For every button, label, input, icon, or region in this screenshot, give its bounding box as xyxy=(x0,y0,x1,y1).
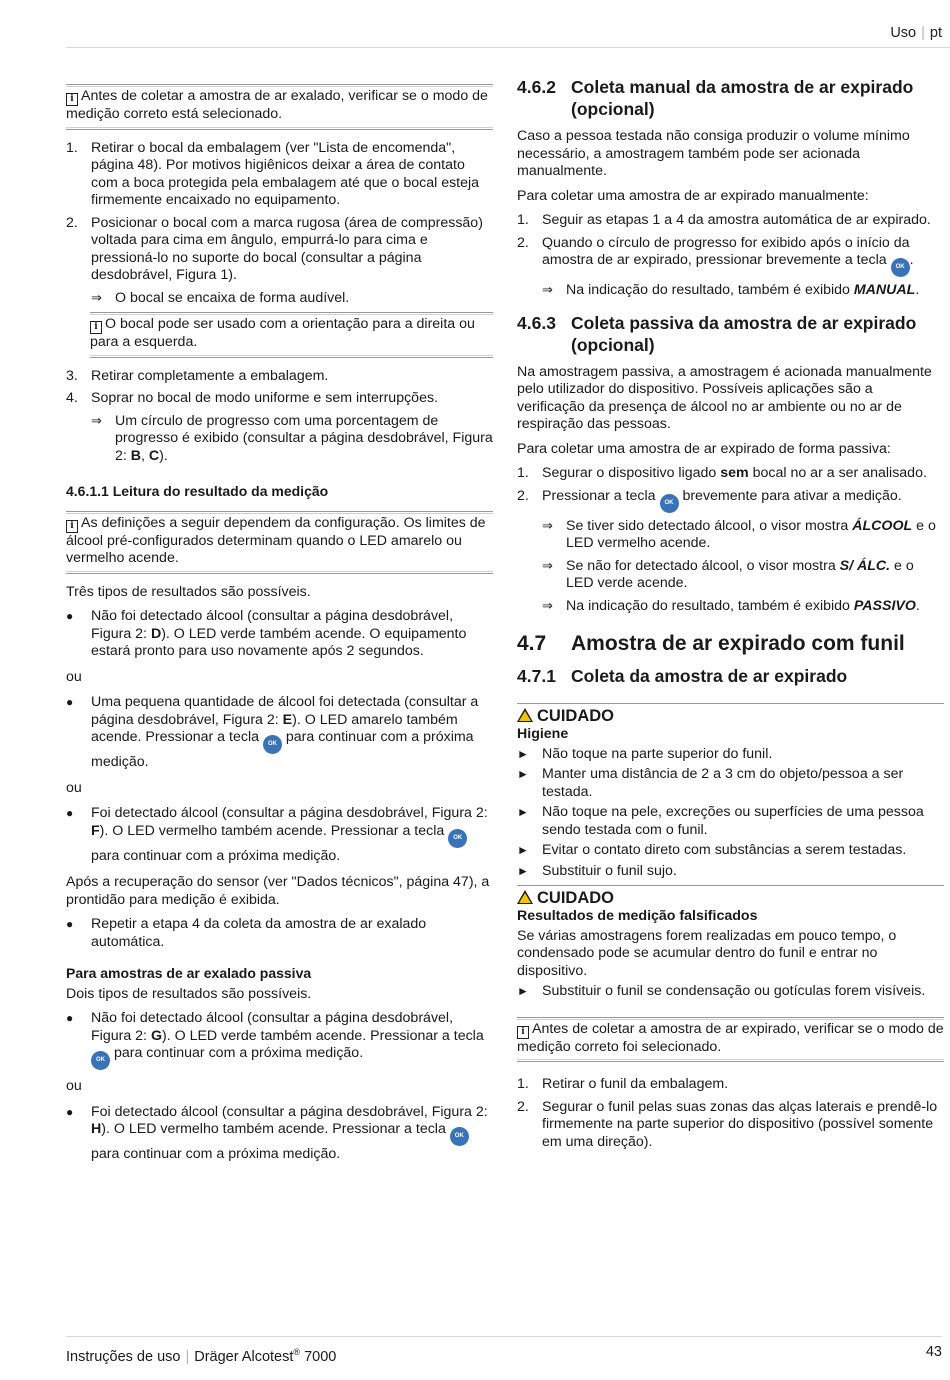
bullet-arrow-icon: ► xyxy=(517,805,529,819)
info-note: i Antes de coletar a amostra de ar expirado, verificar se o modo de medição correto foi selecionado. xyxy=(517,1017,944,1063)
info-note: i As definições a seguir dependem da configuração. Os limites de álcool pré-configurados determinam quando o LED amarelo ou vermelho acende. xyxy=(66,511,493,574)
warning-icon xyxy=(517,708,533,722)
footer-product: Dräger Alcotest xyxy=(194,1348,294,1365)
warning-item: ► Não toque na parte superior do funil. xyxy=(517,745,773,762)
step-item: 1. Seguir as etapas 1 a 4 da amostra automática de ar expirado. xyxy=(517,212,931,228)
bullet-arrow-icon: ► xyxy=(517,863,529,878)
or-label: ou xyxy=(66,668,82,685)
warning-item: ► Não toque na pele, excreções ou superfícies de uma pessoa sendo testada com o funil. xyxy=(517,804,924,838)
warning-item: ► Manter uma distância de 2 a 3 cm do objeto/pessoa a ser testada. xyxy=(517,766,904,800)
bullet-arrow-icon: ► xyxy=(517,843,529,857)
bullet-item: ● Foi detectado álcool (consultar a página desdobrável, Figura 2: F). O LED vermelho também acende. Pressionar a tecla OK para continuar com a próxima medição. xyxy=(66,805,488,864)
result-arrow-icon: ⇒ xyxy=(542,598,553,614)
paragraph: Para coletar uma amostra de ar expirado de forma passiva: xyxy=(517,440,891,457)
page-number: 43 xyxy=(925,1344,942,1360)
ok-key-icon: OK xyxy=(263,735,282,754)
page-footer: Instruções de uso | Dräger Alcotest® 7000 43 xyxy=(66,1336,942,1380)
result-item: ⇒ Na indicação do resultado, também é exibido MANUAL. xyxy=(542,282,920,298)
ok-key-icon: OK xyxy=(91,1051,110,1070)
step-item: 3. Retirar completamente a embalagem. xyxy=(66,367,329,384)
paragraph: Três tipos de resultados são possíveis. xyxy=(66,583,311,600)
section-heading-471: 4.7.1 Coleta da amostra de ar expirado xyxy=(517,666,848,686)
or-label: ou xyxy=(66,1078,82,1094)
info-icon: i xyxy=(66,93,78,106)
page-header xyxy=(66,0,950,48)
step-item: 1. Retirar o bocal da embalagem (ver "Lista de encomenda", página 48). Por motivos higiênicos deixar a área de contato com a boca protegida pela embalagem até que o bocal esteja firmemente encaixado no equipamento. xyxy=(66,139,480,208)
info-icon: i xyxy=(90,321,102,334)
bullet-arrow-icon: ► xyxy=(517,767,529,781)
ok-key-icon: OK xyxy=(891,258,910,277)
paragraph: Para coletar uma amostra de ar expirado manualmente: xyxy=(517,187,869,204)
result-arrow-icon: ⇒ xyxy=(542,558,553,574)
section-heading-462: 4.6.2 Coleta manual da amostra de ar expirado (opcional) xyxy=(517,77,914,119)
warning-item: ► Substituir o funil se condensação ou gotículas forem visíveis. xyxy=(517,983,926,999)
paragraph: Após a recuperação do sensor (ver "Dados técnicos", página 47), a prontidão para medição é exibida. xyxy=(66,874,490,908)
bullet-arrow-icon: ► xyxy=(517,984,529,998)
step-item: 4. Soprar no bocal de modo uniforme e sem interrupções. xyxy=(66,390,438,406)
ok-key-icon: OK xyxy=(450,1127,469,1146)
result-item: ⇒ Na indicação do resultado, também é exibido PASSIVO. xyxy=(542,597,920,614)
result-arrow-icon: ⇒ xyxy=(91,290,102,306)
result-arrow-icon: ⇒ xyxy=(91,413,102,429)
left-column xyxy=(66,84,493,1167)
header-right: Uso | pt xyxy=(890,25,942,41)
bullet-item: ● Repetir a etapa 4 da coleta da amostra de ar exalado automática. xyxy=(66,916,427,950)
warning-icon xyxy=(517,890,533,904)
result-item: ⇒ O bocal se encaixa de forma audível. xyxy=(91,289,350,306)
header-section: Uso xyxy=(890,25,917,41)
result-item: ⇒ Se não for detectado álcool, o visor mostra S/ ÁLC. e o LED verde acende. xyxy=(542,557,914,591)
step-item: 1. Segurar o dispositivo ligado sem bocal no ar a ser analisado. xyxy=(517,465,927,481)
subheading: Para amostras de ar exalado passiva xyxy=(66,965,312,981)
result-arrow-icon: ⇒ xyxy=(542,518,553,534)
result-arrow-icon: ⇒ xyxy=(542,283,553,298)
or-label: ou xyxy=(66,779,82,796)
bullet-item: ● Foi detectado álcool (consultar a página desdobrável, Figura 2: H). O LED vermelho também acende. Pressionar a tecla OK para continuar com a próxima medição. xyxy=(66,1103,488,1162)
bullet-item: ● Não foi detectado álcool (consultar a página desdobrável, Figura 2: G). O LED verde também acende. Pressionar a tecla OK para continuar com a próxima medição. xyxy=(66,1010,493,1070)
section-heading-463: 4.6.3 Coleta passiva da amostra de ar expirado (opcional) xyxy=(517,312,917,355)
info-note: i O bocal pode ser usado com a orientação para a direita ou para a esquerda. xyxy=(90,312,493,358)
header-lang: pt xyxy=(929,25,942,41)
step-item: 1. Retirar o funil da embalagem. xyxy=(517,1076,729,1092)
step-item: 2. Pressionar a tecla OK brevemente para ativar a medição. xyxy=(517,488,944,513)
paragraph: Caso a pessoa testada não consiga produzir o volume mínimo necessário, a amostragem também pode ser acionada manualmente. xyxy=(517,128,910,179)
step-item: 2. Quando o círculo de progresso for exibido após o início da amostra de ar expirado, pressionar brevemente a tecla OK . xyxy=(517,235,944,278)
step-item: 2. Posicionar o bocal com a marca rugosa (área de compressão) voltada para cima em ângulo, empurrá-lo para cima e pressioná-lo no suporte do bocal (consultar a página desdobrável, Figura 1). xyxy=(66,214,483,283)
bullet-item: ● Uma pequena quantidade de álcool foi detectada (consultar a página desdobrável, Figura 2: E). O LED amarelo também acende. Pressionar a tecla OK para continuar com a próxima medição. xyxy=(66,694,479,770)
paragraph: Na amostragem passiva, a amostragem é acionada manualmente pelo utilizador do dispositivo. Possíveis aplicações são a verificação da presença de álcool no ar ambiente ou no ar de respiração das pessoas. xyxy=(517,363,932,432)
ok-key-icon: OK xyxy=(660,494,679,513)
section-heading: 4.6.1.1 Leitura do resultado da medição xyxy=(66,483,329,499)
footer-model: 7000 xyxy=(304,1348,337,1365)
warning-item: ► Evitar o contato direto com substâncias a serem testadas. xyxy=(517,842,907,858)
step-item: 2. Segurar o funil pelas suas zonas das alças laterais e prendê-lo firmemente na parte superior do dispositivo (possível somente em uma direção). xyxy=(517,1098,938,1150)
footer-doc-title: Instruções de uso xyxy=(66,1348,181,1365)
info-icon: i xyxy=(66,520,78,533)
warning-hygiene: CUIDADO Higiene ► Não toque na parte superior do funil. ► Manter uma distância de 2 a 3 cm do objeto/pessoa a ser testada. ► Não toque na pele, excreções ou superfícies de uma pessoa sendo testada com o funil. ► Evitar o contato direto com substâncias a serem testadas. ► Substituir o funil sujo. xyxy=(517,703,944,880)
info-icon: i xyxy=(517,1026,529,1039)
bullet-item: ● Não foi detectado álcool (consultar a página desdobrável, Figura 2: D). O LED verde também acende. O equipamento estará pronto para uso novamente após 2 segundos. xyxy=(66,608,467,659)
result-item: ⇒ Um círculo de progresso com uma porcentagem de progresso é exibido (consultar a página desdobrável, Figura 2: B, C). xyxy=(91,412,493,464)
paragraph: Dois tipos de resultados são possíveis. xyxy=(66,985,312,1002)
chapter-heading-47: 4.7 Amostra de ar expirado com funil xyxy=(517,632,905,655)
note-text: Antes de coletar a amostra de ar exalado, verificar se o modo de medição correto está selecionado. xyxy=(66,88,488,122)
bullet-arrow-icon: ► xyxy=(517,746,529,761)
warning-item: ► Substituir o funil sujo. xyxy=(517,862,677,879)
ok-key-icon: OK xyxy=(448,829,467,848)
info-note xyxy=(66,84,493,130)
right-column xyxy=(517,76,944,1156)
warning-falsified: CUIDADO Resultados de medição falsificados Se várias amostragens forem realizadas em pouco tempo, o condensado pode se acumular dentro do funil e entrar no dispositivo. ► Substituir o funil se condensação ou gotículas forem visíveis. xyxy=(517,885,944,1001)
result-item: ⇒ Se tiver sido detectado álcool, o visor mostra ÁLCOOL e o LED vermelho acende. xyxy=(542,517,936,551)
